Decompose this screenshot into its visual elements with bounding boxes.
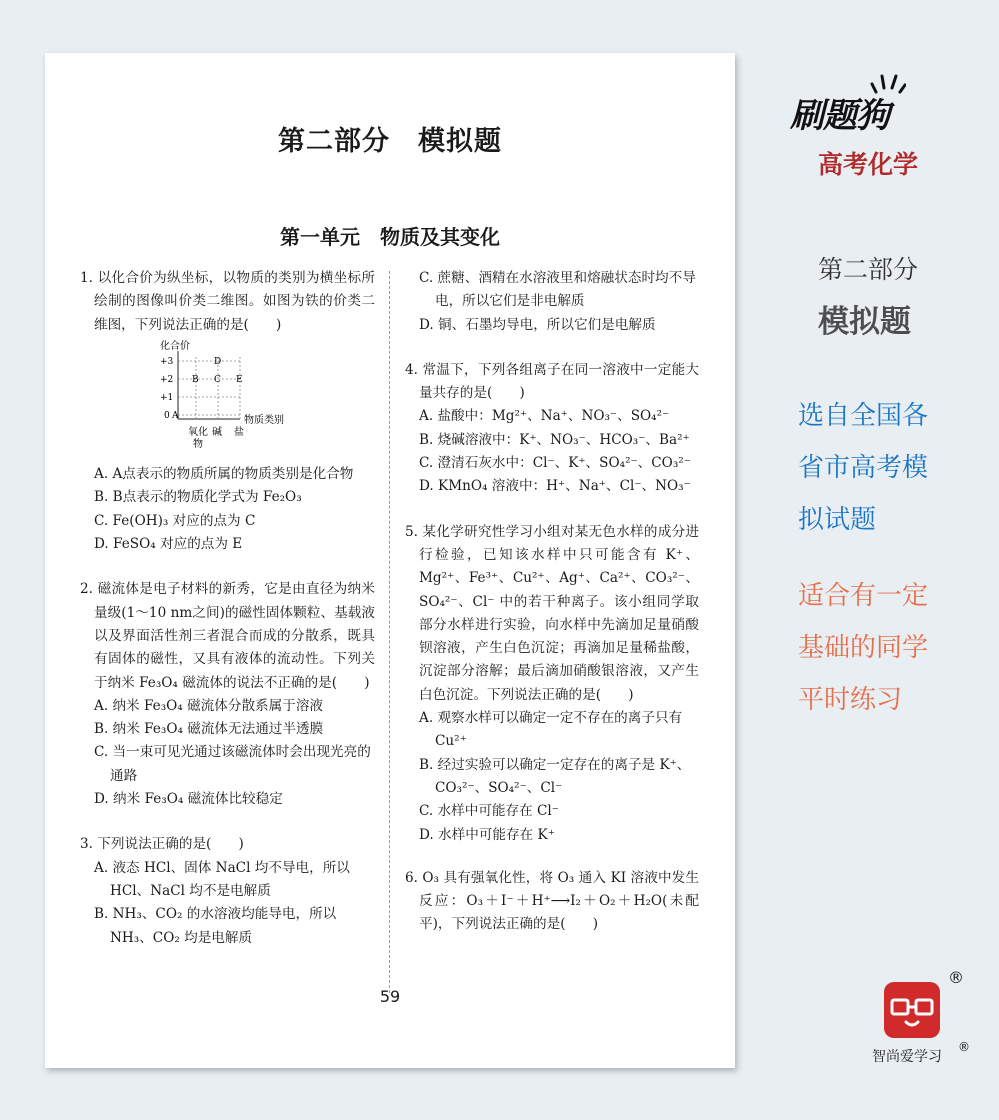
audience-line: 平时练习 [798, 685, 903, 715]
q2-option-b: B. 纳米 Fe₃O₄ 磁流体无法通过半透膜 [94, 721, 324, 738]
book-page [45, 53, 735, 1068]
column-divider [389, 271, 390, 993]
q4-option-a: A. 盐酸中：Mg²⁺、Na⁺、NO₃⁻、SO₄²⁻ [419, 408, 670, 425]
q4-option-d: D. KMnO₄ 溶液中：H⁺、Na⁺、Cl⁻、NO₃⁻ [419, 478, 691, 495]
chart-grid [178, 357, 240, 419]
q5-option-b: B. 经过实验可以确定一定存在的离子是 K⁺、CO₃²⁻、SO₄²⁻、Cl⁻ [419, 756, 691, 796]
source-description [798, 390, 928, 546]
q2-stem: 2. 磁流体是电子材料的新秀，它是由直径为纳米量级(1～10 nm之间)的磁性固体颗粒、基载液以及界面活性剂三者混合而成的分散系，既具有固体的磁性，又具有液体的流动性。下列关于纳米 Fe₃O₄ 磁流体的说法不正确的是( ) [80, 581, 375, 691]
chart-point-a: A [172, 410, 179, 421]
audience-description [798, 570, 928, 726]
app-logo-icon [884, 982, 940, 1038]
chart-point-c: C [214, 374, 221, 385]
q1-option-c: C. Fe(OH)₃ 对应的点为 C [94, 512, 256, 529]
subject-label: 高考化学 [818, 150, 919, 179]
chart-point-b: B [192, 374, 199, 385]
brand-logo: 刷题狗 [790, 96, 889, 136]
q1-option-b: B. B点表示的物质化学式为 Fe₂O₃ [94, 489, 302, 506]
q5-option-a: A. 观察水样可以确定一定不存在的离子只有 Cu²⁺ [419, 710, 683, 750]
q1-stem: 1. 以化合价为纵坐标，以物质的类别为横坐标所绘制的图像叫价类二维图。如图为铁的价类二维图，下列说法正确的是( ) [80, 270, 375, 333]
q3-option-b: B. NH₃、CO₂ 的水溶液均能导电，所以 NH₃、CO₂ 均是电解质 [94, 906, 337, 946]
chart-y-tick: +3 [160, 356, 174, 367]
chart-point-d: D [214, 356, 222, 367]
valence-chart [148, 339, 308, 451]
source-line: 选自全国各 [798, 401, 929, 431]
registered-mark: ® [948, 968, 964, 987]
chart-x-tick: 物 [193, 438, 203, 450]
chart-y-tick: +1 [160, 392, 174, 403]
source-line: 拟试题 [798, 505, 877, 535]
page-title: 第二部分 模拟题 [278, 126, 502, 157]
q5-stem: 5. 某化学研究性学习小组对某无色水样的成分进行检验，已知该水样中只可能含有 K⁺、Mg²⁺、Fe³⁺、Cu²⁺、Ag⁺、Ca²⁺、CO₃²⁻、SO₄²⁻、Cl⁻ 中的若干种离子。该小组同学取部分水样进行实验，向水样中先滴加足量硝酸钡溶液，产生白色沉淀；再滴加足量稀盐酸，沉淀部分溶解；最后滴加硝酸银溶液，又产生白色沉淀。下列说法正确的是( ) [405, 523, 699, 703]
q5-option-c: C. 水样中可能存在 Cl⁻ [419, 803, 559, 820]
chart-x-tick: 盐 [234, 426, 244, 438]
q3-stem: 3. 下列说法正确的是( ) [80, 836, 244, 853]
q2-option-d: D. 纳米 Fe₃O₄ 磁流体比较稳定 [94, 791, 283, 808]
unit-title: 第一单元 物质及其变化 [280, 225, 500, 249]
brand-name: 智尚爱学习 [872, 1049, 942, 1065]
q1-option-d: D. FeSO₄ 对应的点为 E [94, 536, 243, 553]
part-name-label: 模拟题 [818, 304, 911, 340]
q3-option-d: D. 铜、石墨均导电，所以它们是电解质 [419, 316, 656, 333]
q3-option-a: A. 液态 HCl、固体 NaCl 均不导电，所以 HCl、NaCl 均不是电解质 [94, 859, 350, 899]
page-number: 59 [379, 987, 401, 1006]
chart-y-tick: +2 [160, 374, 174, 385]
registered-mark: ® [958, 1040, 970, 1054]
q1-option-a: A. A点表示的物质所属的物质类别是化合物 [94, 466, 354, 483]
q4-stem: 4. 常温下，下列各组离子在同一溶液中一定能大量共存的是( ) [405, 361, 699, 402]
right-column [405, 267, 699, 937]
q3-option-c: C. 蔗糖、酒精在水溶液里和熔融状态时均不导电，所以它们是非电解质 [419, 270, 696, 310]
audience-line: 基础的同学 [798, 633, 929, 663]
q2-option-c: C. 当一束可见光通过该磁流体时会出现光亮的通路 [94, 744, 371, 784]
q4-option-c: C. 澄清石灰水中：Cl⁻、K⁺、SO₄²⁻、CO₃²⁻ [419, 455, 691, 472]
chart-x-tick: 碱 [212, 426, 222, 438]
chart-point-e: E [236, 374, 243, 385]
q2-option-a: A. 纳米 Fe₃O₄ 磁流体分散系属于溶液 [94, 697, 324, 714]
chart-y-tick: 0 [164, 410, 170, 421]
source-line: 省市高考模 [798, 453, 929, 483]
part-label: 第二部分 [818, 255, 919, 284]
audience-line: 适合有一定 [798, 581, 929, 611]
chart-y-axis-label: 化合价 [160, 340, 190, 352]
q4-option-b: B. 烧碱溶液中：K⁺、NO₃⁻、HCO₃⁻、Ba²⁺ [419, 431, 690, 448]
left-column [80, 267, 375, 950]
chart-x-tick: 氧化 [188, 426, 208, 438]
q5-option-d: D. 水样中可能存在 K⁺ [419, 826, 555, 843]
q6-stem: 6. O₃ 具有强氧化性，将 O₃ 通入 KI 溶液中发生反应：O₃＋I⁻＋H⁺⟶I₂＋O₂＋H₂O(未配平)，下列说法正确的是( ) [405, 869, 699, 933]
chart-x-axis-label: 物质类别 [244, 414, 284, 426]
